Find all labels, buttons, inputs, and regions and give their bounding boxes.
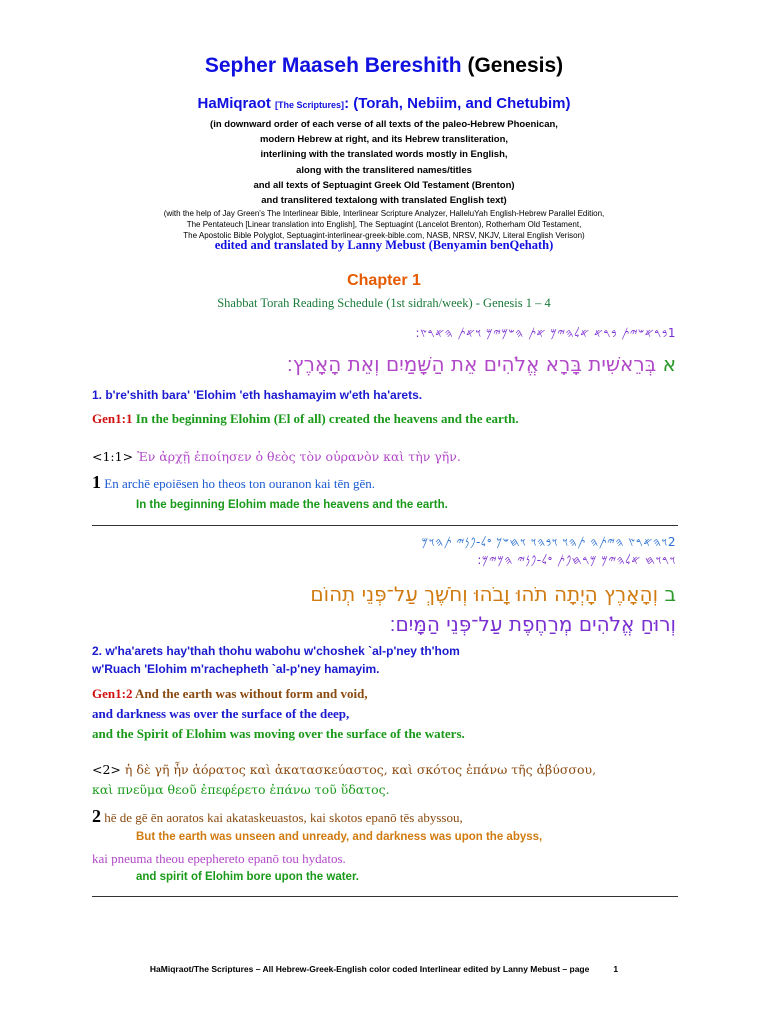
description-line: interlining with the translated words mostly in English, bbox=[260, 149, 508, 161]
title-paren: (Genesis) bbox=[467, 54, 564, 77]
verse1-greek-translit-text: En archē epoiēsen ho theos ton ouranon kai tēn gēn. bbox=[104, 476, 375, 491]
verse1-ref: Gen1:1 bbox=[92, 411, 133, 426]
verse2-english-line2: and darkness was over the surface of the deep, bbox=[92, 706, 350, 721]
verse2-english-line3: and the Spirit of Elohim was moving over the surface of the waters. bbox=[92, 726, 465, 741]
verse2-english-text1: And the earth was without form and void, bbox=[135, 686, 368, 701]
credits bbox=[0, 208, 768, 241]
verse2-greek-translit-line2: kai pneuma theou epephereto epanō tou hydatos. bbox=[92, 851, 346, 866]
verse2-greek-number: 2 bbox=[92, 806, 101, 826]
reading-schedule: Shabbat Torah Reading Schedule (1st sidrah/week) - Genesis 1 – 4 bbox=[217, 296, 551, 310]
verse1-hebrew bbox=[287, 352, 676, 376]
verse1-greek-ref: <1:1> bbox=[92, 449, 134, 464]
verse2-greek-translit-line1 bbox=[92, 806, 463, 827]
document-subtitle bbox=[0, 95, 768, 112]
verse1-english-text: In the beginning Elohim (El of all) created the heavens and the earth. bbox=[135, 411, 519, 426]
verse2-greek-text1: ἡ δὲ γῆ ἦν ἀόρατος καὶ ἀκατασκεύαστος, καὶ σκότος ἐπάνω τῆς ἀβύσσου, bbox=[124, 762, 597, 777]
verse1-hebrew-text: בְּרֵאשִׁית בָּרָא אֱלֹהִים אֵת הַשָּׁמַיִם וְאֵת הָאָרֶץ׃ bbox=[286, 352, 657, 376]
subtitle-small: [The Scriptures] bbox=[275, 100, 345, 110]
verse2-hebrew-text1: וְהָאָרֶץ הָיְתָה תֹהוּ וָבֹהוּ וְחֹשֶׁךְ עַל־פְּנֵי תְהוֹם bbox=[310, 582, 659, 606]
verse2-english bbox=[92, 684, 465, 744]
verse2-greek-ref: <2> bbox=[92, 762, 121, 777]
verse2-translit-line2: w'Ruach 'Elohim m'rachepheth `al-p'ney hamayim. bbox=[92, 662, 380, 676]
verse2-hebrew-line1 bbox=[310, 582, 676, 606]
credits-line: The Apostolic Bible Polyglot, Septuagint-interlinear-greek-bible.com, NASB, NRSV, NKJV, Literal English Verison) bbox=[183, 231, 585, 240]
verse2-paleo-line2: 𐤅𐤓𐤅𐤇 𐤀𐤋𐤄𐤉𐤌 𐤌𐤓𐤇𐤐𐤕 𐤏𐤋-𐤐𐤍𐤉 𐤄𐤌𐤉𐤌: bbox=[477, 553, 676, 567]
verse1-greek-translit bbox=[92, 472, 375, 493]
editor-line: edited and translated by Lanny Mebust (Benyamin benQehath) bbox=[214, 238, 554, 252]
description-line: along with the translitered names/titles bbox=[296, 164, 472, 176]
description-line: (in downward order of each verse of all texts of the paleo-Hebrew Phoenican, bbox=[210, 119, 558, 130]
verse1-hebrew-number: א bbox=[662, 352, 676, 376]
credits-line: The Pentateuch [Linear translation into English], The Septuagint (Lancelot Brenton), Rotherham Old Testament, bbox=[186, 220, 582, 229]
description-line: modern Hebrew at right, and its Hebrew transliteration, bbox=[259, 134, 509, 146]
verse2-ref: Gen1:2 bbox=[92, 686, 133, 701]
verse2-translit-line1: 2. w'ha'arets hay'thah thohu wabohu w'choshek `al-p'ney th'hom bbox=[92, 644, 460, 658]
verse2-greek-line2: καὶ πνεῦμα θεοῦ ἐπεφέρετο ἐπάνω τοῦ ὕδατος. bbox=[92, 782, 390, 797]
chapter-heading: Chapter 1 bbox=[347, 272, 421, 289]
title-main: Sepher Maaseh Bereshith bbox=[204, 54, 462, 77]
verse2-greek-translit-text1: hē de gē ēn aoratos kai akataskeuastos, kai skotos epanō tēs abyssou, bbox=[104, 810, 463, 825]
verse2-paleo-line1: 2𐤅𐤄𐤀𐤓𐤑 𐤄𐤉𐤕𐤄 𐤕𐤄𐤅 𐤅𐤁𐤄𐤅 𐤅𐤇𐤔𐤊 𐤏𐤋-𐤐𐤍𐤉 𐤕𐤄𐤅𐤌 bbox=[421, 535, 676, 549]
credits-line: (with the help of Jay Green's The Interlinear Bible, Interlinear Scripture Analyzer, HalleluYah English-Hebrew Parallel Edition, bbox=[163, 209, 605, 218]
subtitle-main: HaMiqraot bbox=[197, 95, 271, 112]
footer-text: HaMiqraot/The Scriptures – All Hebrew-Greek-English color coded Interlinear edited by Lanny Mebust – page bbox=[149, 964, 590, 974]
verse1-greek-number: 1 bbox=[92, 472, 101, 492]
verse1-english bbox=[92, 409, 519, 429]
verse2-greek bbox=[92, 760, 596, 800]
divider-line bbox=[92, 896, 678, 897]
page-footer bbox=[0, 964, 768, 974]
verse1-paleo-hebrew: 1𐤁𐤓𐤀𐤔𐤉𐤕 𐤁𐤓𐤀 𐤀𐤋𐤄𐤉𐤌 𐤀𐤕 𐤄𐤔𐤌𐤉𐤌 𐤅𐤀𐤕 𐤄𐤀𐤓𐤑: bbox=[415, 326, 676, 340]
page-number: 1 bbox=[613, 964, 619, 974]
verse2-hebrew-number: ב bbox=[664, 582, 676, 606]
verse2-greek-line1 bbox=[92, 760, 596, 780]
verse1-greek-text: Ἐν ἀρχῇ ἐποίησεν ὁ θεὸς τὸν οὐρανὸν καὶ τὴν γῆν. bbox=[137, 449, 461, 464]
description-line: and all texts of Septuagint Greek Old Testament (Brenton) bbox=[253, 179, 515, 191]
document-title bbox=[0, 54, 768, 78]
divider-line bbox=[92, 525, 678, 526]
verse2-greek-english-line1: But the earth was unseen and unready, and darkness was upon the abyss, bbox=[136, 831, 543, 843]
subtitle-rest: : (Torah, Nebiim, and Chetubim) bbox=[344, 95, 571, 112]
verse2-hebrew-line2: וְרוּחַ אֱלֹהִים מְרַחֶפֶת עַל־פְּנֵי הַמָּיִם׃ bbox=[389, 612, 676, 636]
verse1-greek bbox=[92, 447, 461, 467]
verse1-greek-english: In the beginning Elohim made the heavens and the earth. bbox=[136, 499, 448, 511]
verse1-transliteration: 1. b're'shith bara' 'Elohim 'eth hashamayim w'eth ha'arets. bbox=[92, 388, 423, 402]
description-line: and translitered textalong with translated English text) bbox=[261, 195, 507, 207]
verse2-english-line1 bbox=[92, 684, 465, 704]
verse2-greek-english-line2: and spirit of Elohim bore upon the water. bbox=[136, 871, 359, 883]
description bbox=[0, 117, 768, 208]
